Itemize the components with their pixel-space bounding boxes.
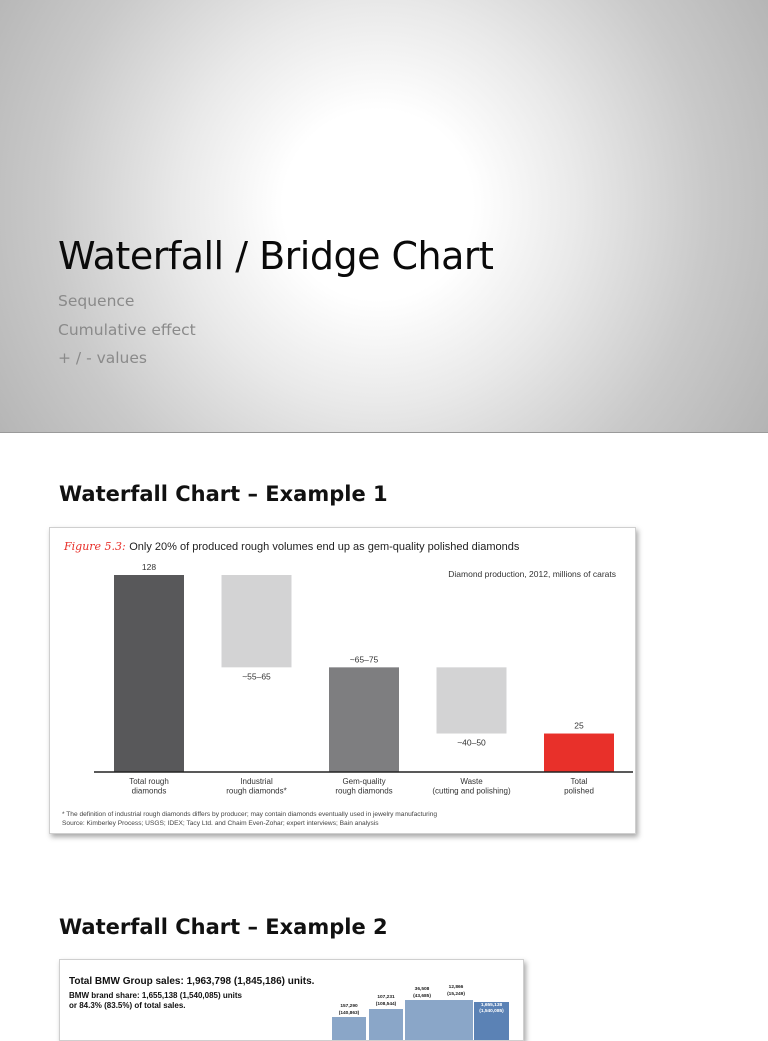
- bar: [329, 667, 399, 772]
- data-label: 12,866: [448, 985, 464, 990]
- chart-title: [63, 540, 520, 553]
- data-label-prev: (1,540,085): [479, 1009, 504, 1014]
- category-label: Waste: [460, 777, 483, 786]
- bar: [114, 575, 184, 772]
- slide-heading: Waterfall Chart – Example 2: [59, 915, 388, 939]
- data-label-prev: (108,544): [375, 1002, 397, 1007]
- category-label: polished: [564, 786, 594, 796]
- category-label: rough diamonds*: [226, 786, 287, 796]
- chart-figure-2: [59, 959, 524, 1041]
- bar: [439, 1000, 473, 1040]
- data-label: ~65–75: [349, 654, 379, 665]
- data-label: 36,508: [414, 987, 430, 992]
- bar: [544, 734, 614, 772]
- chart-subtitle: Diamond production, 2012, millions of carats: [448, 569, 616, 579]
- bullet-item: Sequence: [58, 292, 135, 310]
- category-label: Total: [570, 777, 588, 786]
- data-label-prev: (15,249): [447, 992, 465, 997]
- category-label: (cutting and polishing): [432, 786, 511, 796]
- bullet-item: + / - values: [58, 349, 147, 367]
- chart-note: or 84.3% (83.5%) of total sales.: [69, 1001, 186, 1010]
- data-label: ~55–65: [242, 671, 271, 682]
- slide-heading: Waterfall Chart – Example 1: [59, 482, 388, 506]
- data-label: 157,290: [340, 1004, 358, 1009]
- bar: [332, 1017, 366, 1040]
- waterfall-chart-2: [60, 960, 523, 1040]
- waterfall-chart: [50, 528, 635, 833]
- title-slide: [0, 0, 768, 432]
- data-label-prev: (140,863): [338, 1011, 360, 1016]
- chart-header: Total BMW Group sales: 1,963,798 (1,845,186) units.: [69, 976, 315, 987]
- chart-title-text: Only 20% of produced rough volumes end up as gem-quality polished diamonds: [129, 541, 520, 553]
- data-label: 128: [141, 562, 157, 572]
- category-label: diamonds: [131, 786, 167, 796]
- category-label: rough diamonds: [335, 786, 393, 796]
- bar: [222, 575, 292, 667]
- data-label-prev: (43,685): [413, 994, 431, 999]
- bar: [437, 667, 507, 733]
- chart-footnote: * The definition of industrial rough diamonds differs by producer; may contain diamonds eventually used in jewelry manufacturing: [62, 811, 438, 818]
- chart-figure: [49, 527, 636, 834]
- bullet-item: Cumulative effect: [58, 320, 196, 339]
- slide-title: Waterfall / Bridge Chart: [58, 234, 494, 278]
- data-label: 107,231: [377, 995, 395, 1000]
- chart-note: BMW brand share: 1,655,138 (1,540,085) units: [69, 991, 242, 1000]
- data-label: ~40–50: [457, 737, 486, 748]
- bar: [405, 1000, 439, 1040]
- category-label: Total rough: [129, 777, 169, 786]
- data-label: 1,655,138: [480, 1003, 503, 1008]
- category-label: Gem-quality: [342, 777, 386, 786]
- figure-label: Figure 5.3:: [64, 540, 130, 553]
- data-label: 25: [574, 720, 584, 731]
- bullet-list: [58, 290, 196, 376]
- bar: [369, 1009, 403, 1040]
- slide-divider: [0, 432, 768, 433]
- category-label: Industrial: [240, 777, 273, 786]
- chart-source: Source: Kimberley Process; USGS; IDEX; Tacy Ltd. and Chaim Even-Zohar; expert interviews; Bain analysis: [62, 820, 379, 827]
